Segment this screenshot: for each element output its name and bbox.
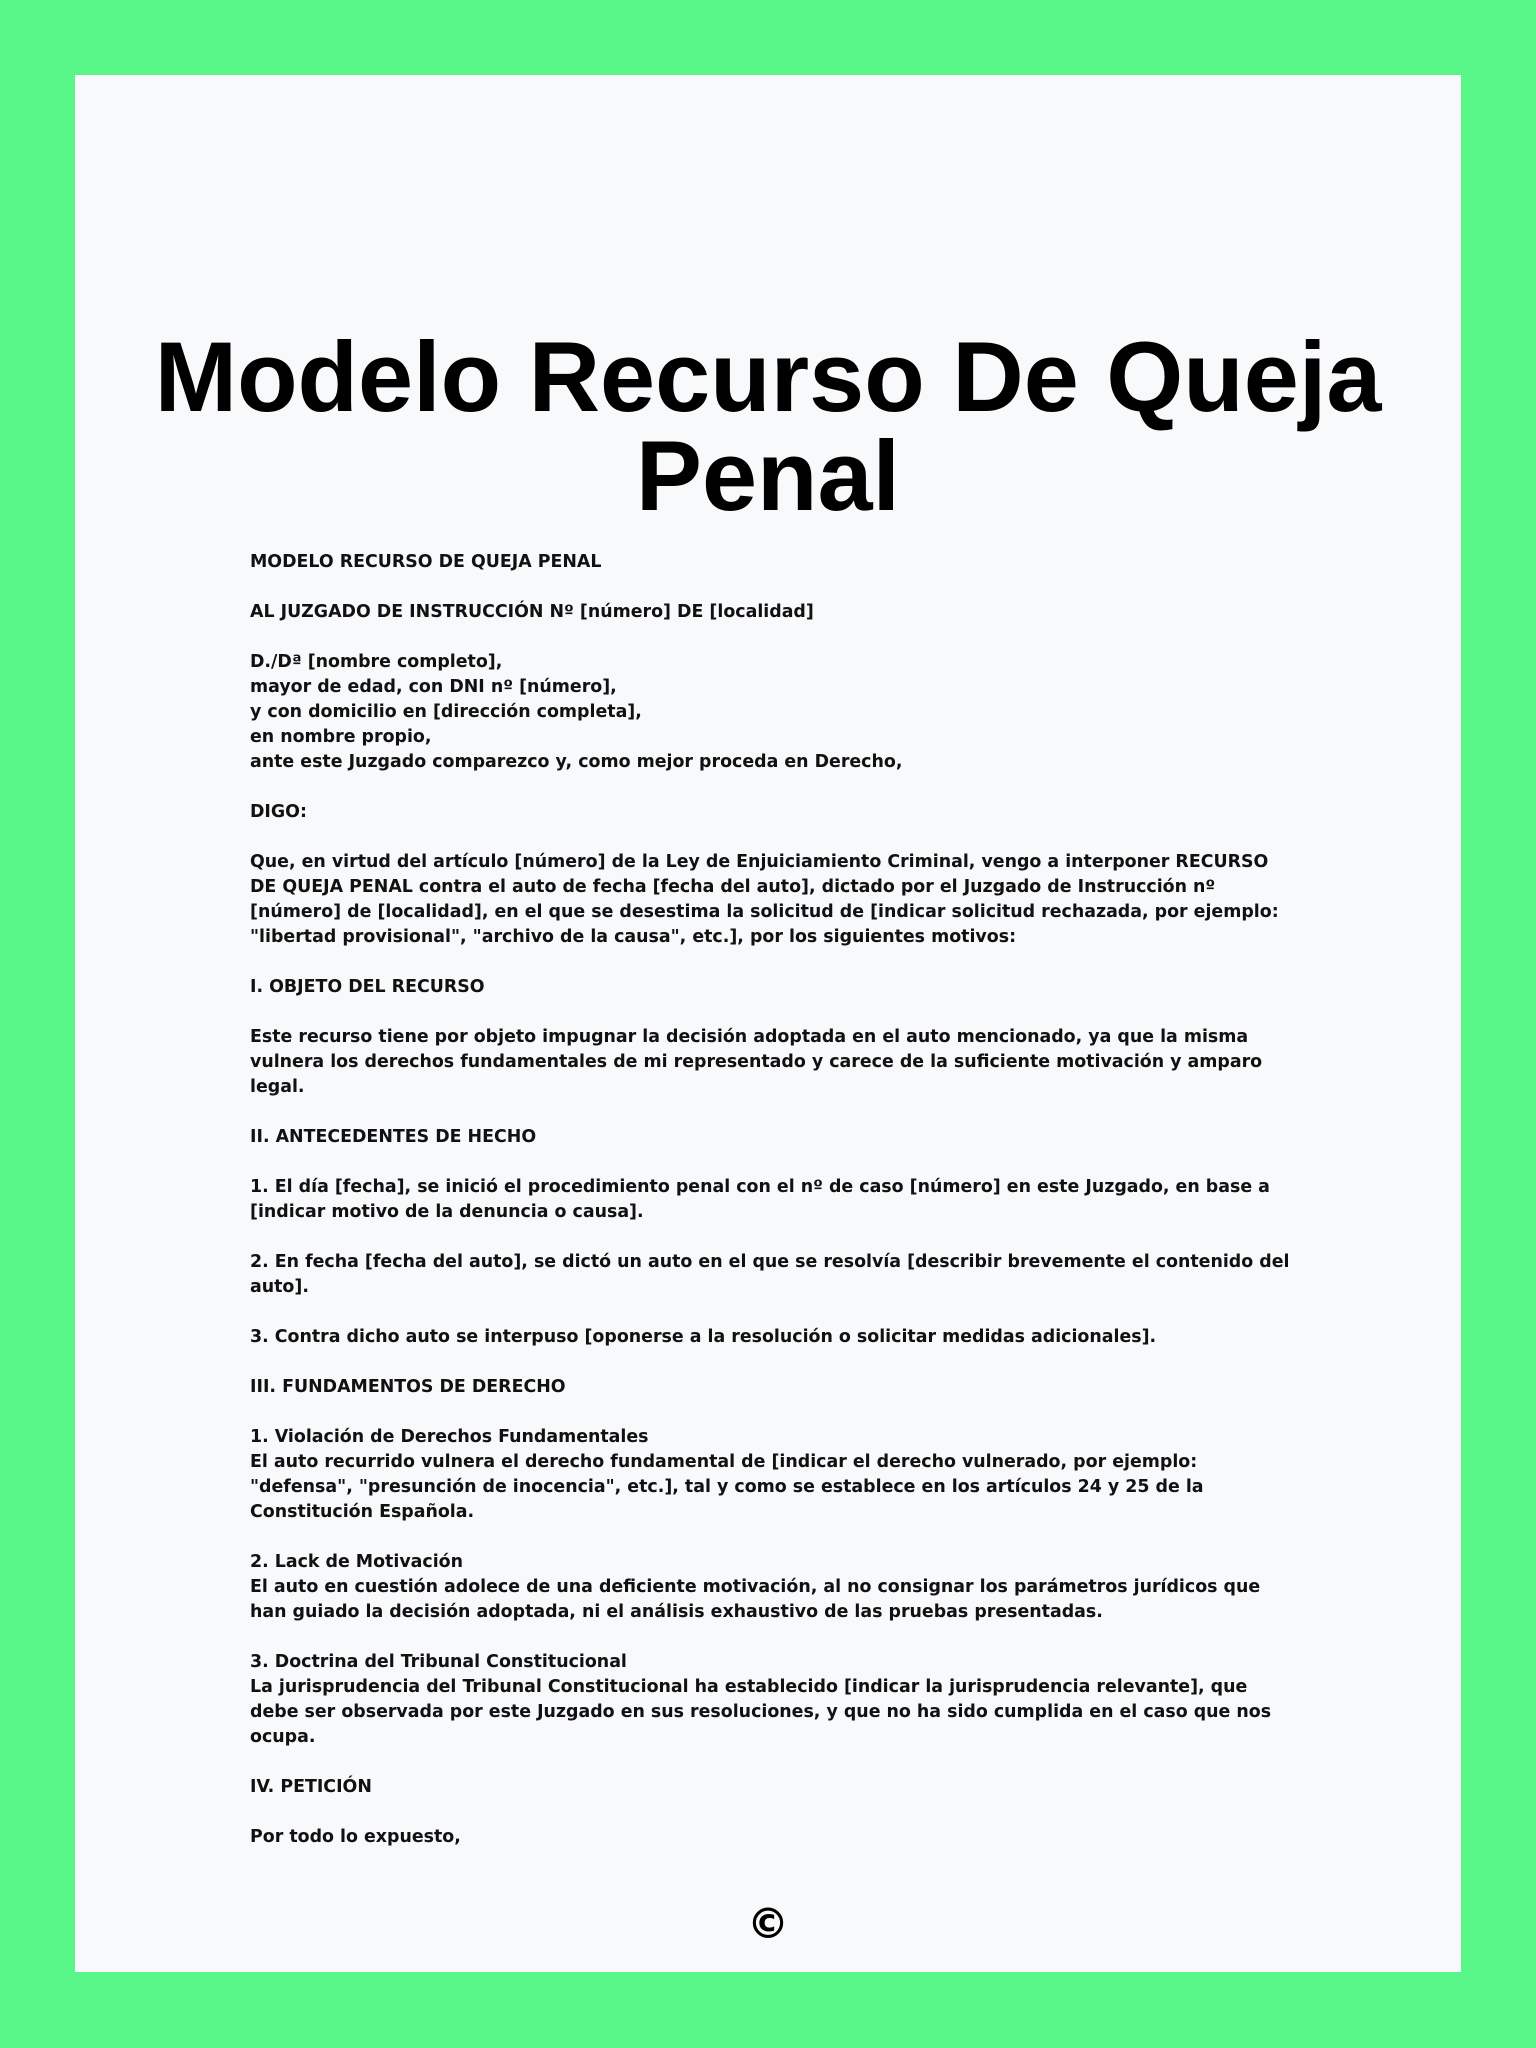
addressee: AL JUZGADO DE INSTRUCCIÓN Nº [número] DE [localidad] — [250, 602, 814, 622]
section-3-item-heading: 3. Doctrina del Tribunal Constitucional — [250, 1652, 627, 1672]
document-body — [250, 550, 1290, 1875]
document-heading: MODELO RECURSO DE QUEJA PENAL — [250, 552, 602, 572]
section-3-item-text: El auto recurrido vulnera el derecho fundamental de [indicar el derecho vulnerado, por ejemplo: "defensa", "presunción de inocencia", etc.], tal y como se establece en los artículos 24 y 25 de la Constitución Española. — [250, 1452, 1204, 1522]
section-3-item-heading: 2. Lack de Motivación — [250, 1552, 464, 1572]
section-4-title: IV. PETICIÓN — [250, 1777, 372, 1797]
section-3-item — [250, 1550, 1290, 1625]
document-page — [75, 75, 1461, 1972]
section-1-text: Este recurso tiene por objeto impugnar la decisión adoptada en el auto mencionado, ya que la misma vulnera los derechos fundamentales de mi representado y carece de la suficiente motivación y amparo legal. — [250, 1027, 1263, 1097]
section-3-item-text: El auto en cuestión adolece de una deficiente motivación, al no consignar los parámetros jurídicos que han guiado la decisión adoptada, ni el análisis exhaustivo de las pruebas presentadas. — [250, 1577, 1261, 1622]
page-title — [75, 321, 1461, 531]
appearance-line: mayor de edad, con DNI nº [número], — [250, 677, 617, 697]
copyright-icon: © — [747, 1899, 789, 1948]
digo-label: DIGO: — [250, 802, 307, 822]
section-3-title: III. FUNDAMENTOS DE DERECHO — [250, 1377, 566, 1397]
closing-text: Por todo lo expuesto, — [250, 1827, 461, 1847]
appearance-line: en nombre propio, — [250, 727, 432, 747]
section-2-item: 2. En fecha [fecha del auto], se dictó un auto en el que se resolvía [describir brevemente el contenido del auto]. — [250, 1252, 1290, 1297]
section-3-item — [250, 1425, 1290, 1525]
section-2-title: II. ANTECEDENTES DE HECHO — [250, 1127, 537, 1147]
appearance-line: ante este Juzgado comparezco y, como mejor proceda en Derecho, — [250, 752, 903, 772]
title-line-2: Penal — [635, 420, 901, 531]
section-3-item-heading: 1. Violación de Derechos Fundamentales — [250, 1427, 649, 1447]
section-2-item: 1. El día [fecha], se inició el procedimiento penal con el nº de caso [número] en este Juzgado, en base a [indicar motivo de la denuncia o causa]. — [250, 1177, 1270, 1222]
section-1-title: I. OBJETO DEL RECURSO — [250, 977, 485, 997]
section-3-item — [250, 1650, 1290, 1750]
intro-paragraph: Que, en virtud del artículo [número] de la Ley de Enjuiciamiento Criminal, vengo a interponer RECURSO DE QUEJA PENAL contra el auto de fecha [fecha del auto], dictado por el Juzgado de Instrucción nº [número] de [localidad], en el que se desestima la solicitud de [indicar solicitud rechazada, por ejemplo: "libertad provisional", "archivo de la causa", etc.], por los siguientes motivos: — [250, 852, 1279, 947]
appearance-block — [250, 650, 1290, 775]
title-line-1: Modelo Recurso De Queja — [154, 321, 1382, 432]
appearance-line: D./Dª [nombre completo], — [250, 652, 503, 672]
section-2-item: 3. Contra dicho auto se interpuso [oponerse a la resolución o solicitar medidas adicionales]. — [250, 1327, 1157, 1347]
section-3-item-text: La jurisprudencia del Tribunal Constitucional ha establecido [indicar la jurisprudencia relevante], que debe ser observada por este Juzgado en sus resoluciones, y que no ha sido cumplida en el caso que nos ocupa. — [250, 1677, 1272, 1747]
appearance-line: y con domicilio en [dirección completa], — [250, 702, 642, 722]
